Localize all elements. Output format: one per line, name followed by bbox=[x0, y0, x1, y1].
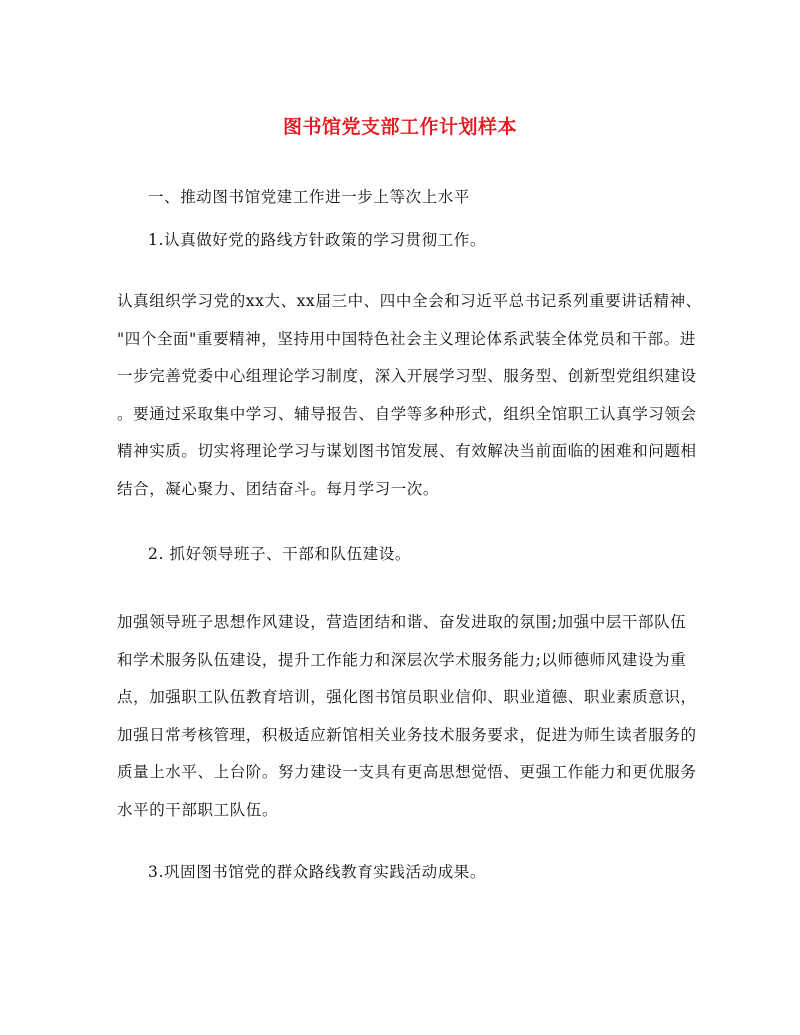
paragraph-1 bbox=[117, 283, 702, 508]
item-1-heading: 1.认真做好党的路线方针政策的学习贯彻工作。 bbox=[148, 231, 486, 249]
paragraph-line: 加强日常考核管理，积极适应新馆相关业务技术服务要求，促进为师生读者服务的 bbox=[117, 725, 697, 744]
paragraph-line: 一步完善党委中心组理论学习制度，深入开展学习型、服务型、创新型党组织建设 bbox=[117, 367, 697, 385]
paragraph-line: 。要通过采取集中学习、辅导报告、自学等多种形式，组织全馆职工认真学习领会 bbox=[117, 404, 697, 423]
paragraph-line: 认真组织学习党的xx大、xx届三中、四中全会和习近平总书记系列重要讲话精神、 bbox=[117, 292, 702, 310]
paragraph-line: 水平的干部职工队伍。 bbox=[117, 800, 279, 819]
paragraph-line: "四个全面"重要精神，坚持用中国特色社会主义理论体系武装全体党员和干部。进 bbox=[117, 329, 696, 348]
paragraph-line: 点，加强职工队伍教育培训，强化图书馆员职业信仰、职业道德、职业素质意识， bbox=[117, 688, 697, 706]
item-3-heading: 3.巩固图书馆党的群众路线教育实践活动成果。 bbox=[148, 863, 486, 881]
paragraph-2 bbox=[117, 604, 697, 829]
paragraph-line: 结合，凝心聚力、团结奋斗。每月学习一次。 bbox=[117, 479, 440, 498]
document-title: 图书馆党支部工作计划样本 bbox=[282, 116, 517, 138]
paragraph-line: 质量上水平、上台阶。努力建设一支具有更高思想觉悟、更强工作能力和更优服务 bbox=[117, 763, 697, 781]
section-heading-1: 一、推动图书馆党建工作进一步上等次上水平 bbox=[148, 188, 471, 206]
paragraph-line: 加强领导班子思想作风建设，营造团结和谐、奋发进取的氛围;加强中层干部队伍 bbox=[117, 613, 687, 631]
item-2-heading: 2. 抓好领导班子、干部和队伍建设。 bbox=[148, 545, 412, 563]
paragraph-line: 和学术服务队伍建设，提升工作能力和深层次学术服务能力;以师德师风建设为重 bbox=[117, 650, 687, 669]
paragraph-line: 精神实质。切实将理论学习与谋划图书馆发展、有效解决当前面临的困难和问题相 bbox=[117, 442, 697, 460]
